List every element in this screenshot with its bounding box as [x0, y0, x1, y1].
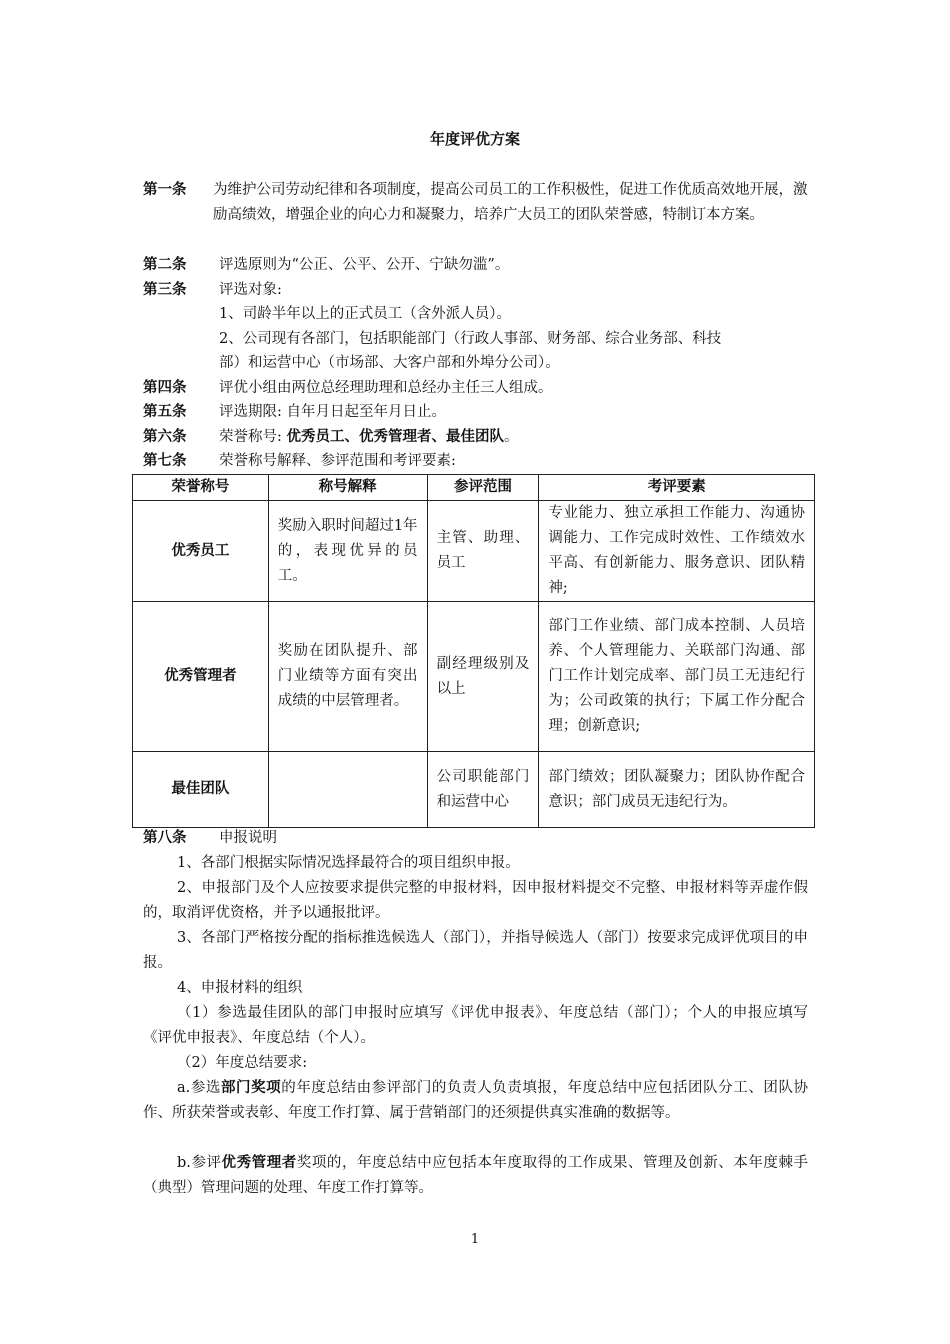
article-8-para-4: 4、申报材料的组织: [177, 980, 303, 996]
para-8-bold: 优秀管理者: [221, 1155, 297, 1171]
cell-criteria: 部门工作业绩、部门成本控制、人员培养、个人管理能力、关联部门沟通、部门工作计划完成率、部门员工无违纪行为；公司政策的执行；下属工作分配合理；创新意识;: [539, 602, 815, 752]
article-6-titles: 优秀员工、优秀管理者、最佳团队: [286, 429, 504, 445]
cell-scope: 公司职能部门和运营中心: [427, 752, 539, 828]
article-6-prefix: 荣誉称号:: [219, 429, 287, 445]
article-1-text: 为维护公司劳动纪律和各项制度，提高公司员工的工作积极性，促进工作优质高效地开展，激励高绩效，增强企业的向心力和凝聚力，培养广大员工的团队荣誉感，特制订本方案。: [213, 182, 808, 223]
article-8-para-2: 2、申报部门及个人应按要求提供完整的申报材料，因申报材料提交不完整、申报材料等弄虚作假的，取消评优资格，并予以通报批评。: [143, 880, 808, 921]
cell-criteria: 专业能力、独立承担工作能力、沟通协调能力、工作完成时效性、工作绩效水平高、有创新能力、服务意识、团队精神;: [539, 501, 815, 602]
article-8-para-8: [143, 1151, 808, 1201]
article-6-label: 第六条: [143, 429, 187, 445]
article-1: [143, 178, 813, 228]
article-8-para-3: 3、各部门严格按分配的指标推选候选人（部门），并指导候选人（部门）按要求完成评优项目的申报。: [143, 930, 808, 971]
table-row: [133, 752, 815, 828]
table-row: [133, 602, 815, 752]
header-criteria: 考评要素: [539, 475, 815, 501]
cell-name: 优秀管理者: [133, 602, 269, 752]
article-4-text: 评优小组由两位总经理助理和总经办主任三人组成。: [219, 380, 553, 396]
article-2-label: 第二条: [143, 257, 187, 273]
article-1-label: 第一条: [143, 182, 187, 198]
article-7-label: 第七条: [143, 453, 187, 469]
para-7-bold: 部门奖项: [220, 1080, 282, 1096]
article-8: [143, 826, 813, 851]
article-3-item-1: 1、司龄半年以上的正式员工（含外派人员）。: [219, 306, 511, 322]
article-3-text: 评选对象:: [219, 282, 282, 298]
article-8-para-1: 1、各部门根据实际情况选择最符合的项目组织申报。: [177, 855, 520, 871]
page-number: 1: [470, 1232, 480, 1247]
article-3-item-2-line-2: 部）和运营中心（市场部、大客户部和外埠分公司）。: [219, 355, 560, 371]
article-5-label: 第五条: [143, 404, 187, 420]
article-8-text: 申报说明: [219, 830, 277, 846]
article-2-text: 评选原则为“公正、公平、公开、宁缺勿滥”。: [219, 257, 510, 273]
article-3: [143, 278, 813, 303]
para-7-pre: a.参选: [177, 1080, 221, 1096]
cell-explain: [268, 752, 427, 828]
cell-scope: 副经理级别及以上: [427, 602, 539, 752]
article-3-item-2-line-1: 2、公司现有各部门，包括职能部门（行政人事部、财务部、综合业务部、科技: [219, 331, 722, 347]
header-scope: 参评范围: [427, 475, 539, 501]
para-7-post: 的年度总结由参评部门的负责人负责填报，年度总结中应包括团队分工、团队协作、所获荣誉或表彰、年度工作打算、属于营销部门的还须提供真实准确的数据等。: [143, 1080, 809, 1121]
cell-explain: 奖励在团队提升、部门业绩等方面有突出成绩的中层管理者。: [268, 602, 427, 752]
para-8-post: 奖项的，年度总结中应包括本年度取得的工作成果、管理及创新、本年度棘手（典型）管理问题的处理、年度工作打算等。: [143, 1155, 808, 1196]
article-5-text: 评选期限: 自年月日起至年月日止。: [219, 404, 446, 420]
cell-criteria: 部门绩效；团队凝聚力；团队协作配合意识；部门成员无违纪行为。: [539, 752, 815, 828]
header-honor-title: 荣誉称号: [133, 475, 269, 501]
article-8-label: 第八条: [143, 830, 187, 846]
article-5: [143, 400, 813, 425]
cell-explain: 奖励入职时间超过1年的，表现优异的员工。: [268, 501, 427, 602]
cell-name: 最佳团队: [133, 752, 269, 828]
article-8-para-7: [143, 1076, 808, 1126]
article-6: [143, 425, 813, 450]
article-8-para-5: （1）参选最佳团队的部门申报时应填写《评优申报表》、年度总结（部门）；个人的申报应填写《评优申报表》、年度总结（个人）。: [143, 1005, 808, 1046]
header-explanation: 称号解释: [268, 475, 427, 501]
article-7: [143, 449, 813, 474]
para-8-pre: b.参评: [177, 1155, 222, 1171]
article-4: [143, 376, 813, 401]
document-title: 年度评优方案: [429, 130, 520, 148]
table-header-row: [133, 475, 815, 501]
cell-name: 优秀员工: [133, 501, 269, 602]
table-row: [133, 501, 815, 602]
article-6-suffix: 。: [504, 429, 519, 445]
article-2: [143, 253, 813, 278]
cell-scope: 主管、助理、员工: [427, 501, 539, 602]
article-3-label: 第三条: [143, 282, 187, 298]
article-7-text: 荣誉称号解释、参评范围和考评要素:: [219, 453, 456, 469]
article-4-label: 第四条: [143, 380, 187, 396]
honor-criteria-table: [132, 474, 815, 828]
article-8-para-6: （2）年度总结要求:: [177, 1055, 308, 1071]
